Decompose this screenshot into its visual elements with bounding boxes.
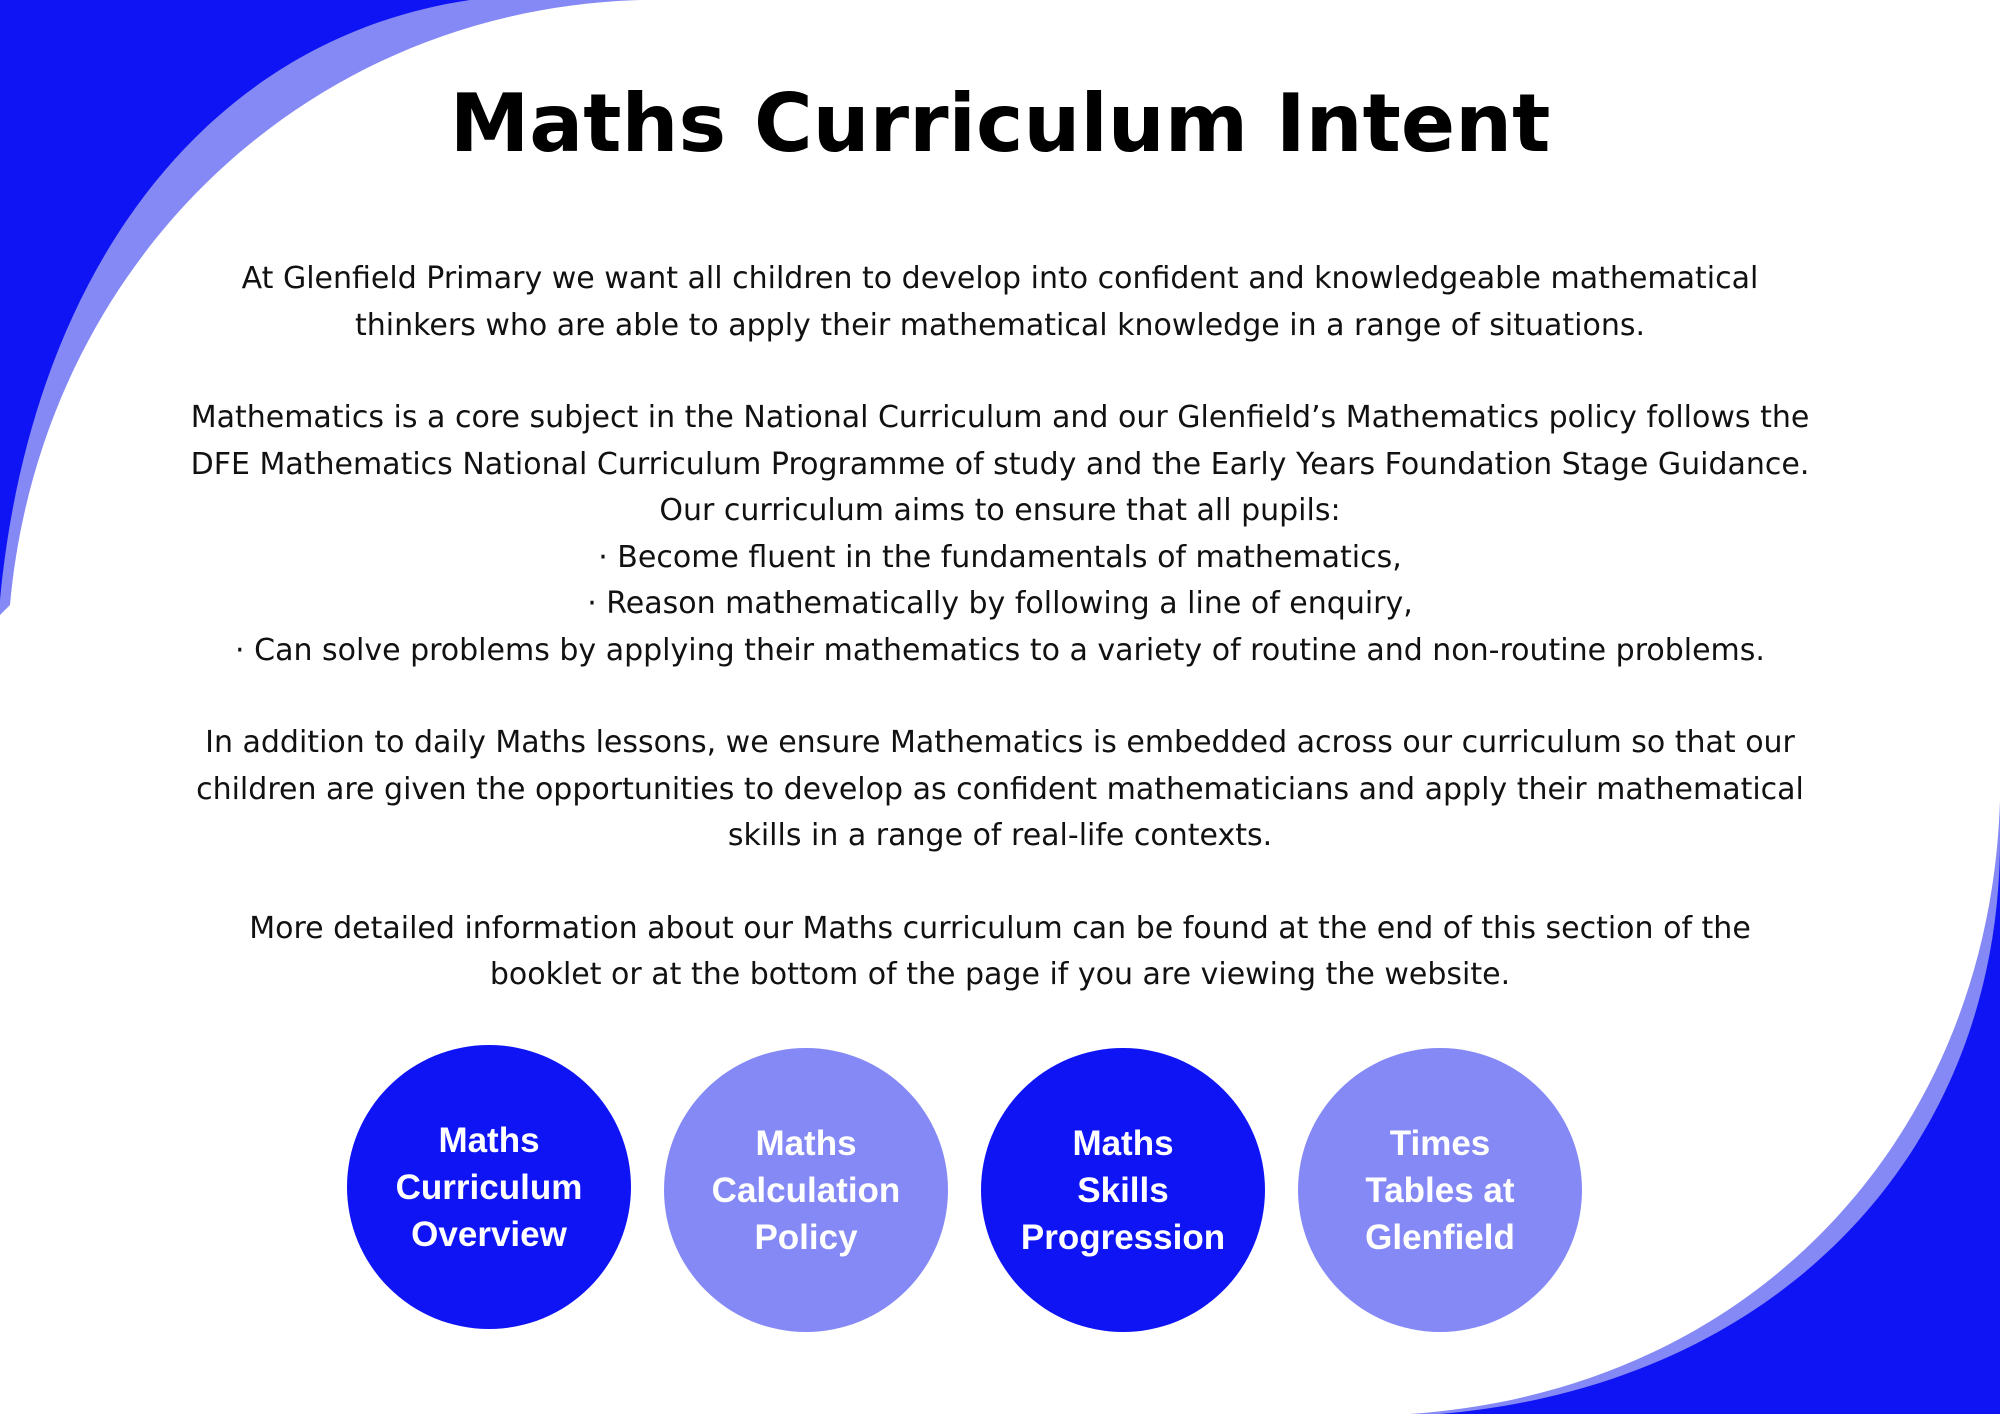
maths-skills-progression-button[interactable] <box>981 1048 1265 1332</box>
times-tables-at-glenfield-button[interactable] <box>1298 1048 1582 1332</box>
text-line: thinkers who are able to apply their mathematical knowledge in a range of situations. <box>354 307 1646 343</box>
text-line: DFE Mathematics National Curriculum Programme of study and the Early Years Foundation Stage Guidance. <box>190 446 1810 482</box>
maths-calculation-policy-button[interactable] <box>664 1048 948 1332</box>
page-title: Maths Curriculum Intent <box>449 77 1551 170</box>
text-line: children are given the opportunities to develop as confident mathematicians and apply their mathematical <box>196 771 1804 807</box>
intro-paragraph <box>155 256 1845 349</box>
curriculum-paragraph <box>155 395 1845 674</box>
bullet-item: · Become fluent in the fundamentals of mathematics, <box>598 539 1402 575</box>
text-line: skills in a range of real-life contexts. <box>727 818 1273 853</box>
button-label-line: Tables at <box>1365 1170 1515 1210</box>
button-label-line: Maths <box>755 1123 857 1163</box>
text-line: Our curriculum aims to ensure that all pupils: <box>659 493 1341 528</box>
more-info-paragraph <box>155 906 1845 999</box>
button-label-line: Times <box>1389 1123 1491 1163</box>
text-line: booklet or at the bottom of the page if you are viewing the website. <box>489 957 1511 992</box>
text-line: In addition to daily Maths lessons, we ensure Mathematics is embedded across our curriculum so that our <box>205 725 1795 760</box>
button-label-line: Glenfield <box>1365 1217 1515 1257</box>
button-label-line: Policy <box>754 1217 858 1257</box>
button-label-line: Progression <box>1020 1217 1226 1257</box>
button-label-line: Curriculum <box>395 1167 583 1207</box>
button-label-line: Skills <box>1077 1170 1169 1210</box>
text-line: More detailed information about our Maths curriculum can be found at the end of this section of the <box>249 910 1751 946</box>
bullet-item: · Reason mathematically by following a line of enquiry, <box>587 586 1413 621</box>
button-label-line: Maths <box>438 1120 540 1160</box>
button-label-line: Calculation <box>711 1170 901 1210</box>
button-label-line: Maths <box>1072 1123 1174 1163</box>
maths-curriculum-overview-button[interactable] <box>347 1045 631 1329</box>
intent-text <box>155 256 1845 999</box>
button-label-line: Overview <box>411 1214 567 1254</box>
text-line: At Glenfield Primary we want all children to develop into confident and knowledgeable mathematical <box>241 261 1759 296</box>
text-line: Mathematics is a core subject in the National Curriculum and our Glenfield’s Mathematics policy follows the <box>190 400 1810 435</box>
embedding-paragraph <box>155 720 1845 860</box>
bullet-item: · Can solve problems by applying their mathematics to a variety of routine and non-routine problems. <box>235 632 1765 668</box>
